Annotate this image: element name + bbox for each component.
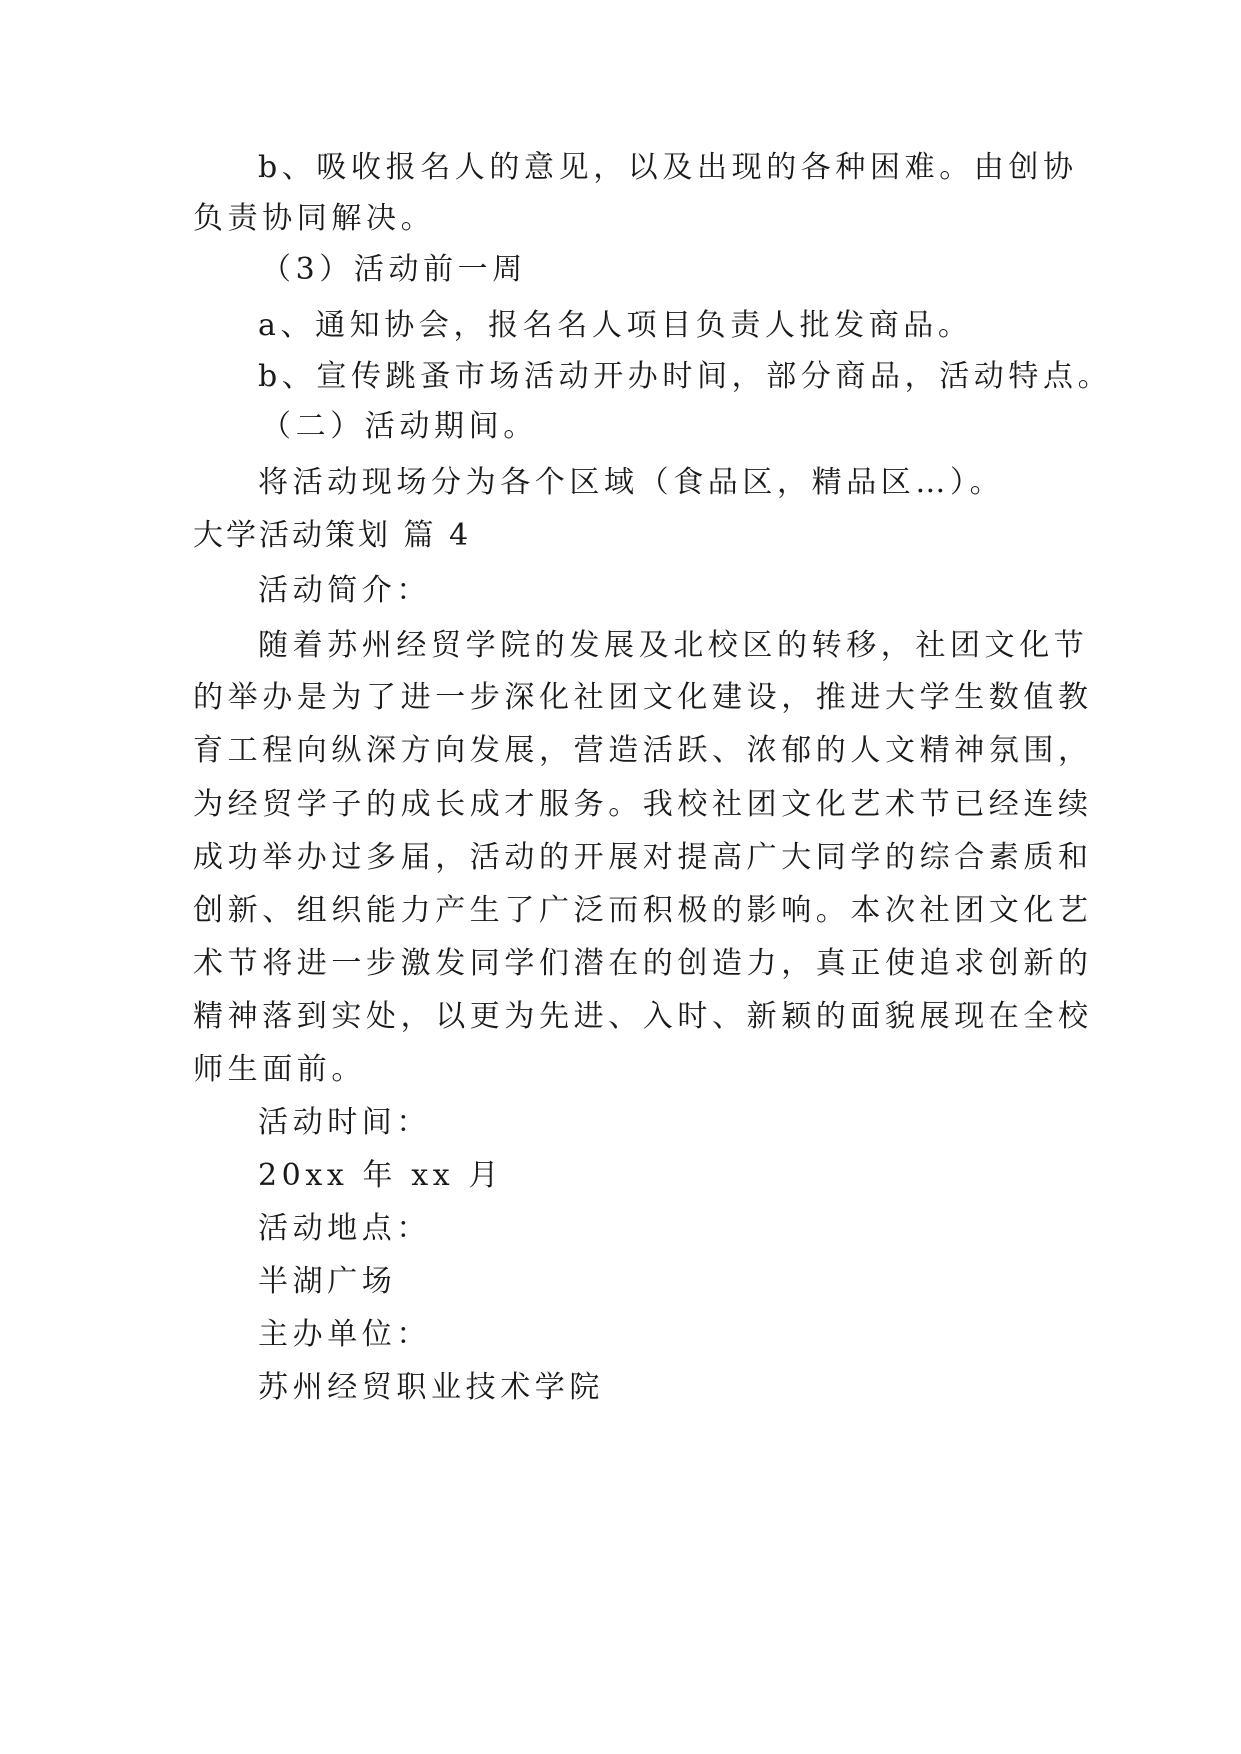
- part2-text: 将活动现场分为各个区域（食品区，精品区…）。: [258, 465, 1005, 500]
- step3-heading: （3）活动前一周: [261, 252, 527, 287]
- organizer-label: 主办单位：: [258, 1317, 431, 1352]
- intro-line: 师生面前。: [193, 1052, 366, 1087]
- place-value: 半湖广场: [258, 1264, 397, 1299]
- intro-line: 术节将进一步激发同学们潜在的创造力，真正使追求创新的: [193, 946, 1093, 981]
- step3-item-a: a、通知协会，报名名人项目负责人批发商品。: [258, 308, 973, 343]
- step3-item-b: b、宣传跳蚤市场活动开办时间，部分商品，活动特点。: [258, 359, 1113, 394]
- item-b-line2: 负责协同解决。: [193, 201, 436, 236]
- intro-line: 精神落到实处，以更为先进、入时、新颖的面貌展现在全校: [193, 999, 1093, 1034]
- part2-heading: （二）活动期间。: [261, 409, 538, 444]
- place-label: 活动地点：: [258, 1211, 431, 1246]
- intro-line: 为经贸学子的成长成才服务。我校社团文化艺术节已经连续: [193, 787, 1093, 822]
- section-title: 大学活动策划 篇 4: [193, 518, 472, 553]
- intro-line: 成功举办过多届，活动的开展对提高广大同学的综合素质和: [193, 840, 1093, 875]
- item-b-line1: b、吸收报名人的意见，以及出现的各种困难。由创协: [258, 150, 1078, 185]
- time-value: 20xx 年 xx 月: [258, 1158, 504, 1193]
- intro-label: 活动简介：: [258, 573, 431, 608]
- organizer-value: 苏州经贸职业技术学院: [258, 1370, 604, 1405]
- intro-line: 创新、组织能力产生了广泛而积极的影响。本次社团文化艺: [193, 893, 1093, 928]
- time-label: 活动时间：: [258, 1105, 431, 1140]
- intro-line: 育工程向纵深方向发展，营造活跃、浓郁的人文精神氛围，: [193, 733, 1093, 768]
- intro-line: 随着苏州经贸学院的发展及北校区的转移，社团文化节: [258, 628, 1089, 663]
- intro-line: 的举办是为了进一步深化社团文化建设，推进大学生数值教: [193, 680, 1093, 715]
